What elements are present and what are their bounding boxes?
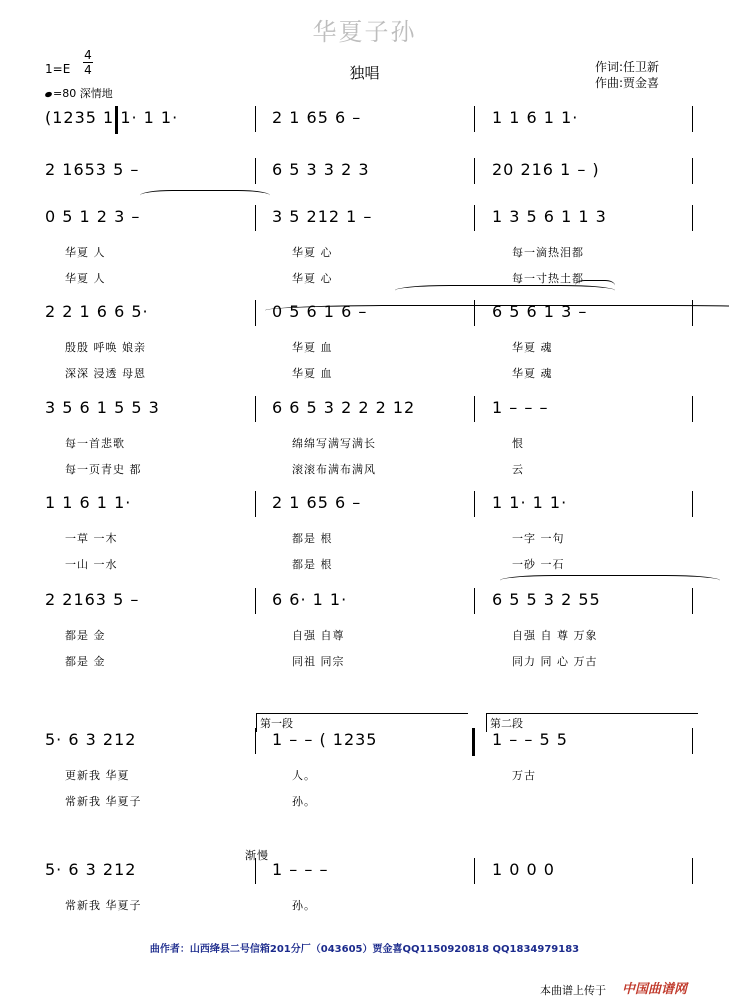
key-signature: 1=E: [45, 62, 71, 76]
lyric-verse-2: 孙。: [292, 795, 316, 808]
bar-line: [474, 158, 475, 184]
site-logo: 中国曲谱网: [622, 982, 688, 997]
measure-notes: 6 6 5 3 2 2 2 12: [272, 398, 416, 417]
measure-notes: 2 2163 5 –: [45, 590, 140, 609]
measure-notes: 6 5 5 3 2 55: [492, 590, 601, 609]
bar-line: [255, 300, 256, 326]
lyric-verse-2: 每一页青史 都: [65, 463, 142, 476]
bar-line: [692, 396, 693, 422]
bar-line: [255, 106, 256, 132]
bar-line: [474, 106, 475, 132]
slur-arc: [500, 575, 720, 586]
lyric-verse-1: 一字 一句: [512, 532, 565, 545]
lyric-verse-1: 华夏 心: [292, 246, 333, 259]
composer: 作曲:贾金喜: [595, 76, 660, 90]
lyric-verse-1: 自强 自 尊 万象: [512, 629, 598, 642]
lyric-verse-2: 都是 根: [292, 558, 333, 571]
lyric-verse-1: 华夏 魂: [512, 341, 553, 354]
measure-notes: 0 5 6 1 6 –: [272, 302, 368, 321]
lyric-verse-1: 人。: [292, 769, 316, 782]
measure-notes: 6 6· 1 1·: [272, 590, 348, 609]
upload-notice: 本曲谱上传于: [540, 984, 606, 997]
lyric-verse-1: 自强 自尊: [292, 629, 345, 642]
measure-notes: 1 – – 5 5: [492, 730, 568, 749]
lyric-verse-1: 常新我 华夏子: [65, 899, 142, 912]
lyric-verse-1: 都是 根: [292, 532, 333, 545]
measure-notes: 5· 6 3 212: [45, 730, 137, 749]
measure-notes: 1 1· 1 1·: [492, 493, 568, 512]
lyric-verse-1: 一草 一木: [65, 532, 118, 545]
bar-line: [255, 491, 256, 517]
lyric-verse-2: 一砂 一石: [512, 558, 565, 571]
tempo-marking: =80 深情地: [45, 85, 113, 101]
lyric-verse-2: 华夏 人: [65, 272, 106, 285]
song-title: 华夏子孙: [312, 18, 417, 46]
measure-notes: 6 5 3 3 2 3: [272, 160, 370, 179]
lyric-verse-2: 同力 同 心 万古: [512, 655, 598, 668]
bar-line: [692, 858, 693, 884]
time-top: 4: [84, 48, 92, 62]
lyric-verse-1: 万古: [512, 769, 536, 782]
measure-notes: 2 1 65 6 –: [272, 493, 362, 512]
slur-arc: [140, 190, 270, 201]
bar-line: [255, 205, 256, 231]
bar-line: [692, 158, 693, 184]
lyric-verse-2: 滚滚布满布满风: [292, 463, 376, 476]
bar-line: [255, 158, 256, 184]
lyric-verse-2: 华夏 魂: [512, 367, 553, 380]
measure-notes: 1 – – ( 1235: [272, 730, 378, 749]
measure-notes: 0 5 1 2 3 –: [45, 207, 141, 226]
lyric-verse-1: 殷殷 呼唤 娘亲: [65, 341, 146, 354]
bar-line: [474, 396, 475, 422]
bar-line: [692, 491, 693, 517]
composer-contact: 曲作者：山西绛县二号信箱201分厂（043605）贾金喜QQ1150920818 QQ1834979183: [149, 944, 580, 955]
bar-line: [692, 205, 693, 231]
lyric-verse-2: 一山 一水: [65, 558, 118, 571]
time-bottom: 4: [84, 63, 92, 77]
measure-notes: (1235 1 1· 1 1·: [45, 108, 179, 127]
bar-line: [692, 588, 693, 614]
measure-notes: 5· 6 3 212: [45, 860, 137, 879]
lyric-verse-1: 都是 金: [65, 629, 106, 642]
bar-line: [474, 205, 475, 231]
measure-notes: 3 5 6 1 5 5 3: [45, 398, 160, 417]
lyric-verse-1: 华夏 血: [292, 341, 333, 354]
measure-notes: 2 2 1 6 6 5·: [45, 302, 149, 321]
lyric-verse-1: 绵绵写满写满长: [292, 437, 376, 450]
slur-arc: [575, 280, 615, 291]
measure-notes: 1 0 0 0: [492, 860, 555, 879]
lyric-verse-2: 云: [512, 463, 524, 476]
lyric-verse-2: 都是 金: [65, 655, 106, 668]
bar-line: [474, 588, 475, 614]
measure-notes: 1 – – –: [492, 398, 549, 417]
lyric-verse-2: 同祖 同宗: [292, 655, 345, 668]
bar-line: [474, 491, 475, 517]
measure-notes: 6 5 6 1 3 –: [492, 302, 588, 321]
lyric-verse-1: 孙。: [292, 899, 316, 912]
quarter-note-icon: [44, 90, 52, 97]
lyric-verse-2: 每一寸热土都: [512, 272, 584, 285]
ritardando: 渐慢: [245, 849, 269, 862]
first-ending: 第一段: [256, 713, 468, 732]
measure-notes: 1 1 6 1 1·: [492, 108, 579, 127]
measure-notes: 3 5 212 1 –: [272, 207, 373, 226]
bar-line: [474, 858, 475, 884]
lyric-verse-1: 华夏 人: [65, 246, 106, 259]
lyric-verse-1: 更新我 华夏: [65, 769, 130, 782]
measure-notes: 2 1653 5 –: [45, 160, 140, 179]
slur-arc: [265, 305, 729, 316]
repeat-bar: [472, 728, 475, 756]
performance-type: 独唱: [349, 64, 380, 82]
measure-notes: 1 – – –: [272, 860, 329, 879]
bar-line: [255, 396, 256, 422]
lyric-verse-1: 恨: [512, 437, 524, 450]
measure-notes: 2 1 65 6 –: [272, 108, 362, 127]
measure-notes: 1 1 6 1 1·: [45, 493, 132, 512]
measure-notes: 20 216 1 – ): [492, 160, 600, 179]
lyric-verse-2: 深深 浸透 母恩: [65, 367, 146, 380]
repeat-bar: [115, 106, 118, 134]
bar-line: [692, 106, 693, 132]
measure-notes: 1 3 5 6 1 1 3: [492, 207, 607, 226]
lyric-verse-1: 每一滴热泪都: [512, 246, 584, 259]
lyric-verse-2: 常新我 华夏子: [65, 795, 142, 808]
lyric-verse-1: 每一首悲歌: [65, 437, 125, 450]
lyric-verse-2: 华夏 心: [292, 272, 333, 285]
second-ending: 第二段: [486, 713, 698, 732]
lyric-verse-2: 华夏 血: [292, 367, 333, 380]
bar-line: [255, 588, 256, 614]
lyricist: 作词:任卫新: [595, 60, 660, 74]
